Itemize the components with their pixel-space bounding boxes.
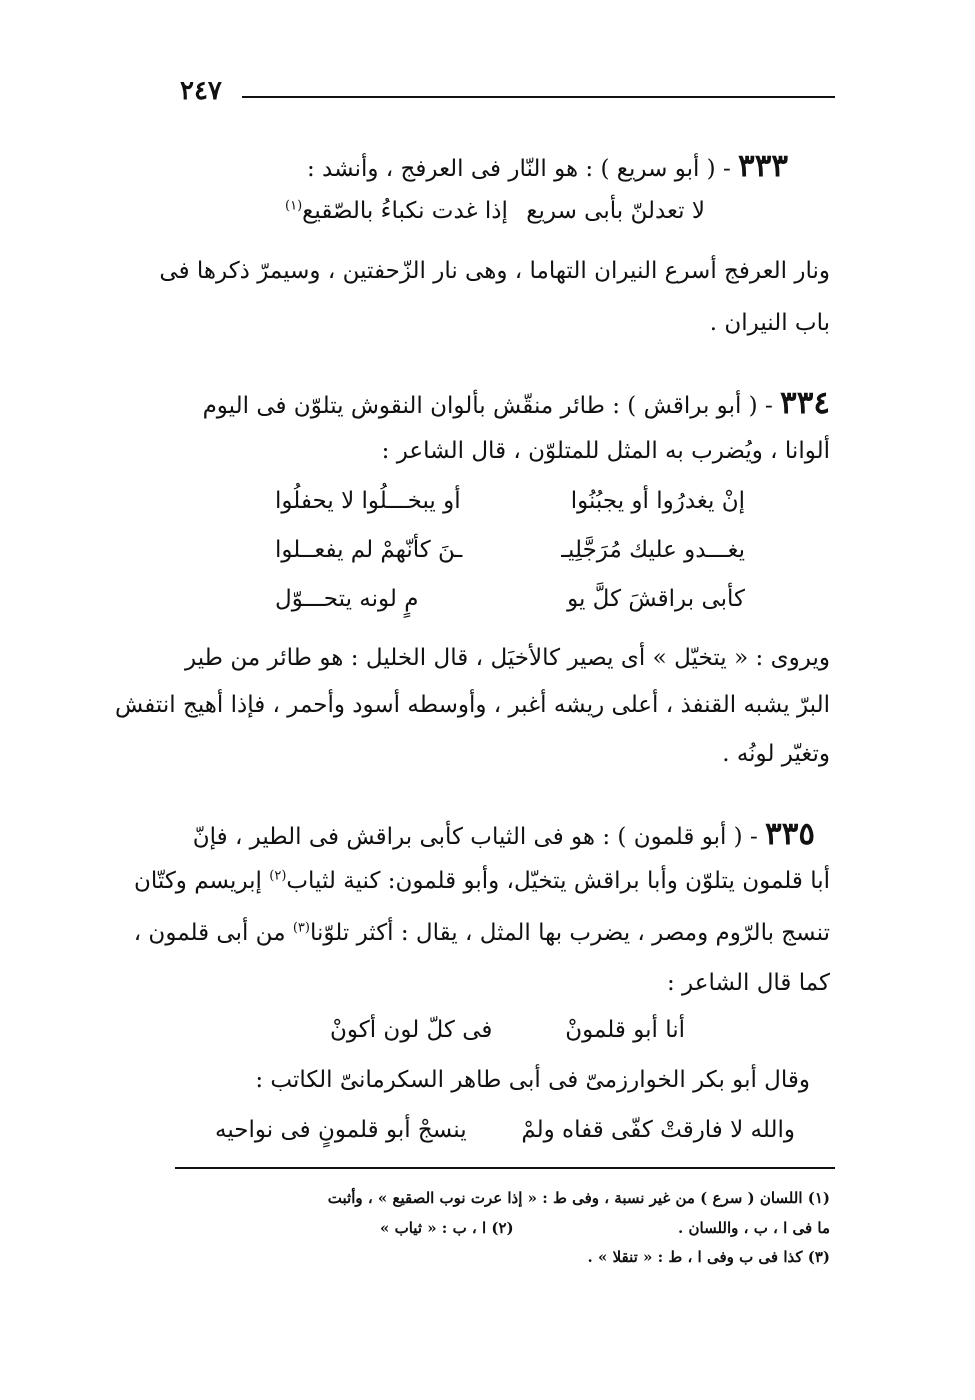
entry-334-verse xyxy=(275,586,745,612)
entry-text: تنسج بالرّوم ومصر ، يضرب بها المثل ، يقال : أكثر تلوّنا xyxy=(309,920,830,946)
footnote-1-continued: ما فى ا ، ب ، واللسان . xyxy=(678,1219,830,1237)
verse-hemistich-right: لا تعدلنّ بأبى سريع xyxy=(526,198,705,224)
verse-hemistich-right: أنا أبو قلمونْ xyxy=(565,1017,685,1043)
entry-335-line: وقال أبو بكر الخوارزمىّ فى أبى طاهر السكرمانىّ الكاتب : xyxy=(255,1067,810,1093)
verse-hemistich-left: ينسجْ أبو قلمونٍ فى نواحيه xyxy=(215,1117,467,1143)
entry-333-line: باب النيران . xyxy=(709,310,830,336)
verse-hemistich-left: فى كلّ لون أكونْ xyxy=(330,1017,493,1043)
entry-334-line: ويروى : « يتخيّل » أى يصير كالأخيَل ، قال الخليل : هو طائر من طير xyxy=(185,645,830,671)
entry-334-line: البرّ يشبه القنفذ ، أعلى ريشه أغبر ، وأوسطه أسود وأحمر ، فإذا أهيج انتفش xyxy=(114,692,830,718)
entry-number: ٣٣٤ xyxy=(780,385,830,421)
footnote-rule xyxy=(175,1167,835,1169)
footnote-ref: (٢) xyxy=(269,868,287,884)
entry-text: - ( أبو قلمون ) : هو فى الثياب كأبى براقش فى الطير ، فإنّ xyxy=(192,824,758,850)
entry-number: ٣٣٣ xyxy=(738,148,788,184)
entry-text: - ( أبو سريع ) : هو النّار فى العرفج ، وأنشد : xyxy=(306,156,731,182)
header-rule xyxy=(242,96,835,98)
page-header xyxy=(180,76,835,106)
entry-334-line: ألوانا ، ويُضرب به المثل للمتلوّن ، قال الشاعر : xyxy=(381,438,830,464)
entry-335-line xyxy=(134,868,830,896)
entry-333-line: ونار العرفج أسرع النيران التهاما ، وهى نار الزّحفتين ، وسيمرّ ذكرها فى xyxy=(159,258,830,284)
entry-333-verse xyxy=(285,198,705,224)
verse-hemistich-left: مٍ لونه يتحـــوّل xyxy=(275,586,419,612)
entry-333-heading xyxy=(307,148,788,185)
verse-hemistich-right: كأبى براقشَ كلَّ يو xyxy=(567,586,745,612)
entry-number: ٣٣٥ xyxy=(765,816,815,852)
entry-335-verse xyxy=(330,1017,685,1043)
verse-hemistich-right: يغـــدو عليك مُرَجَّلِيـ xyxy=(561,537,745,563)
entry-335-verse xyxy=(215,1117,795,1143)
entry-text: أبا قلمون يتلوّن وأبا براقش يتخيّل، وأبو قلمون: كنية لثياب xyxy=(286,868,830,894)
entry-text: من أبى قلمون ، xyxy=(133,920,293,946)
entry-334-verse xyxy=(275,537,745,563)
entry-text: - ( أبو براقش ) : طائر منقّش بألوان النقوش يتلوّن فى اليوم xyxy=(202,393,773,419)
verse-hemistich-left-text: إذا غدت نكباءُ بالصّقيع xyxy=(302,198,508,224)
entry-335-line xyxy=(134,920,830,948)
footnote-3: (٣) كذا فى ب وفى ا ، ط : « تنقلا » . xyxy=(587,1248,830,1266)
verse-hemistich-left: أو يبخـــلُوا لا يحفلُوا xyxy=(275,488,461,514)
footnote-1: (١) اللسان ( سرع ) من غير نسبة ، وفى ط : « إذا عرت نوب الصقيع » ، وأثبت xyxy=(327,1189,830,1207)
entry-text: إبريسم وكتّان xyxy=(134,868,270,894)
footnote-2: (٢) ا ، ب : « ثياب » xyxy=(380,1219,514,1237)
verse-hemistich-right: إنْ يغدرُوا أو يجبُنُوا xyxy=(570,488,745,514)
verse-hemistich-right: والله لا فارقتْ كفّى قفاه ولمْ xyxy=(521,1117,795,1143)
entry-334-heading xyxy=(203,385,830,422)
entry-335-heading xyxy=(193,816,815,853)
entry-334-line: وتغيّر لونُه . xyxy=(722,741,830,767)
verse-hemistich-left: ـنَ كأنّهمْ لم يفعــلوا xyxy=(275,537,463,563)
entry-334-verse xyxy=(275,488,745,514)
page-number: ٢٤٧ xyxy=(180,76,222,106)
footnote-ref: (١) xyxy=(285,198,303,214)
verse-hemistich-left xyxy=(285,198,508,224)
entry-335-line: كما قال الشاعر : xyxy=(667,970,830,996)
footnote-ref: (٣) xyxy=(292,920,310,936)
